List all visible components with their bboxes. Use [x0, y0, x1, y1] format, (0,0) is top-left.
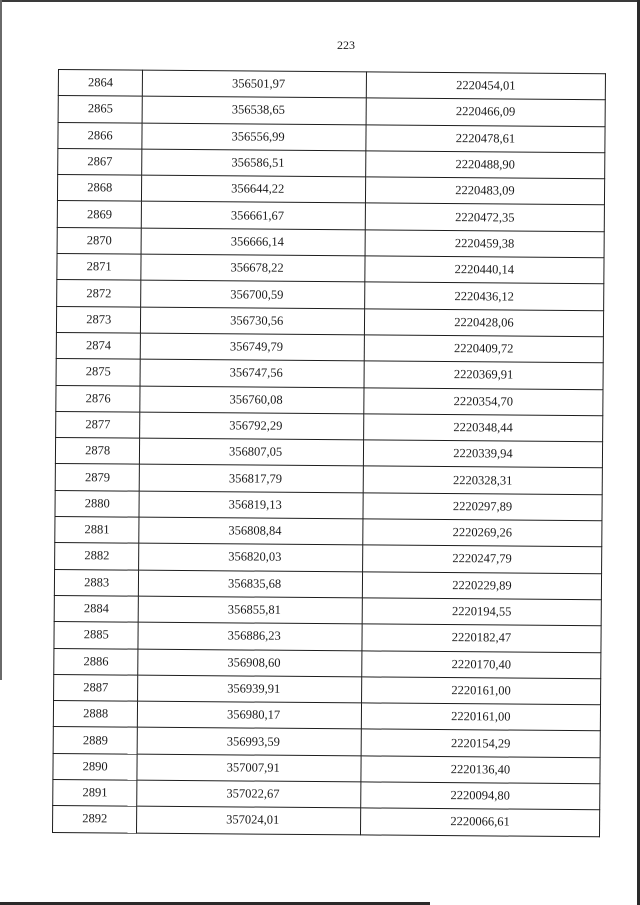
y-coordinate-cell: 2220354,70: [364, 387, 603, 415]
y-coordinate-cell: 2220478,61: [366, 125, 605, 153]
y-coordinate-cell: 2220339,94: [363, 440, 602, 468]
y-coordinate-cell: 2220440,14: [365, 256, 604, 284]
y-coordinate-cell: 2220483,09: [365, 177, 604, 205]
x-coordinate-cell: 356908,60: [138, 649, 362, 677]
coordinates-table: [52, 69, 606, 837]
point-number-cell: 2888: [53, 701, 138, 728]
scan-edge-top: [0, 0, 640, 2]
y-coordinate-cell: 2220247,79: [362, 545, 601, 573]
point-number-cell: 2880: [55, 490, 140, 517]
x-coordinate-cell: 356747,56: [140, 359, 364, 387]
x-coordinate-cell: 356820,03: [139, 543, 363, 571]
point-number-cell: 2874: [56, 332, 141, 359]
x-coordinate-cell: 356661,67: [142, 202, 366, 230]
point-number-cell: 2883: [54, 569, 139, 596]
x-coordinate-cell: 356586,51: [142, 149, 366, 177]
point-number-cell: 2878: [55, 438, 140, 465]
coordinates-table-body: [53, 70, 606, 837]
x-coordinate-cell: 356819,13: [139, 491, 363, 519]
point-number-cell: 2864: [58, 70, 143, 97]
x-coordinate-cell: 356792,29: [140, 412, 364, 440]
point-number-cell: 2890: [53, 753, 138, 780]
point-number-cell: 2879: [55, 464, 140, 491]
point-number-cell: 2868: [57, 175, 142, 202]
y-coordinate-cell: 2220348,44: [364, 414, 603, 442]
x-coordinate-cell: 356855,81: [139, 596, 363, 624]
y-coordinate-cell: 2220466,09: [366, 98, 605, 126]
x-coordinate-cell: 356556,99: [142, 123, 366, 151]
x-coordinate-cell: 356886,23: [138, 622, 362, 650]
x-coordinate-cell: 356749,79: [141, 333, 365, 361]
y-coordinate-cell: 2220229,89: [362, 572, 601, 600]
x-coordinate-cell: 357007,91: [137, 754, 361, 782]
x-coordinate-cell: 356807,05: [140, 438, 364, 466]
point-number-cell: 2886: [54, 648, 139, 675]
y-coordinate-cell: 2220094,80: [361, 782, 600, 810]
x-coordinate-cell: 356835,68: [139, 570, 363, 598]
y-coordinate-cell: 2220472,35: [365, 203, 604, 231]
x-coordinate-cell: 356980,17: [138, 701, 362, 729]
x-coordinate-cell: 356939,91: [138, 675, 362, 703]
point-number-cell: 2867: [58, 148, 143, 175]
point-number-cell: 2865: [58, 96, 143, 123]
point-number-cell: 2872: [57, 280, 142, 307]
scan-edge-left: [0, 0, 2, 680]
y-coordinate-cell: 2220428,06: [364, 309, 603, 337]
point-number-cell: 2891: [53, 779, 138, 806]
x-coordinate-cell: 356993,59: [137, 728, 361, 756]
x-coordinate-cell: 356817,79: [140, 465, 364, 493]
x-coordinate-cell: 356730,56: [141, 307, 365, 335]
y-coordinate-cell: 2220170,40: [362, 650, 601, 678]
x-coordinate-cell: 356678,22: [141, 254, 365, 282]
y-coordinate-cell: 2220182,47: [362, 624, 601, 652]
y-coordinate-cell: 2220459,38: [365, 230, 604, 258]
point-number-cell: 2885: [54, 622, 139, 649]
point-number-cell: 2876: [56, 385, 141, 412]
x-coordinate-cell: 356808,84: [139, 517, 363, 545]
y-coordinate-cell: 2220154,29: [361, 729, 600, 757]
point-number-cell: 2887: [54, 674, 139, 701]
page-number: 223: [337, 38, 355, 52]
point-number-cell: 2892: [53, 806, 138, 833]
x-coordinate-cell: 356700,59: [141, 281, 365, 309]
table-row: [53, 806, 600, 837]
point-number-cell: 2866: [58, 122, 143, 149]
x-coordinate-cell: 356538,65: [142, 96, 366, 124]
point-number-cell: 2873: [56, 306, 141, 333]
point-number-cell: 2881: [55, 517, 140, 544]
point-number-cell: 2882: [55, 543, 140, 570]
x-coordinate-cell: 357022,67: [137, 780, 361, 808]
y-coordinate-cell: 2220436,12: [365, 282, 604, 310]
x-coordinate-cell: 357024,01: [137, 806, 361, 834]
point-number-cell: 2884: [54, 595, 139, 622]
y-coordinate-cell: 2220409,72: [364, 335, 603, 363]
y-coordinate-cell: 2220488,90: [366, 151, 605, 179]
y-coordinate-cell: 2220328,31: [363, 466, 602, 494]
x-coordinate-cell: 356644,22: [142, 175, 366, 203]
point-number-cell: 2875: [56, 359, 141, 386]
y-coordinate-cell: 2220297,89: [363, 493, 602, 521]
point-number-cell: 2869: [57, 201, 142, 228]
y-coordinate-cell: 2220454,01: [366, 72, 605, 100]
point-number-cell: 2889: [53, 727, 138, 754]
y-coordinate-cell: 2220369,91: [364, 361, 603, 389]
point-number-cell: 2871: [57, 254, 142, 281]
y-coordinate-cell: 2220136,40: [361, 756, 600, 784]
point-number-cell: 2870: [57, 227, 142, 254]
x-coordinate-cell: 356760,08: [140, 386, 364, 414]
x-coordinate-cell: 356501,97: [143, 70, 367, 98]
x-coordinate-cell: 356666,14: [141, 228, 365, 256]
y-coordinate-cell: 2220269,26: [363, 519, 602, 547]
y-coordinate-cell: 2220194,55: [362, 598, 601, 626]
y-coordinate-cell: 2220066,61: [360, 808, 599, 836]
y-coordinate-cell: 2220161,00: [361, 677, 600, 705]
y-coordinate-cell: 2220161,00: [361, 703, 600, 731]
point-number-cell: 2877: [56, 411, 141, 438]
